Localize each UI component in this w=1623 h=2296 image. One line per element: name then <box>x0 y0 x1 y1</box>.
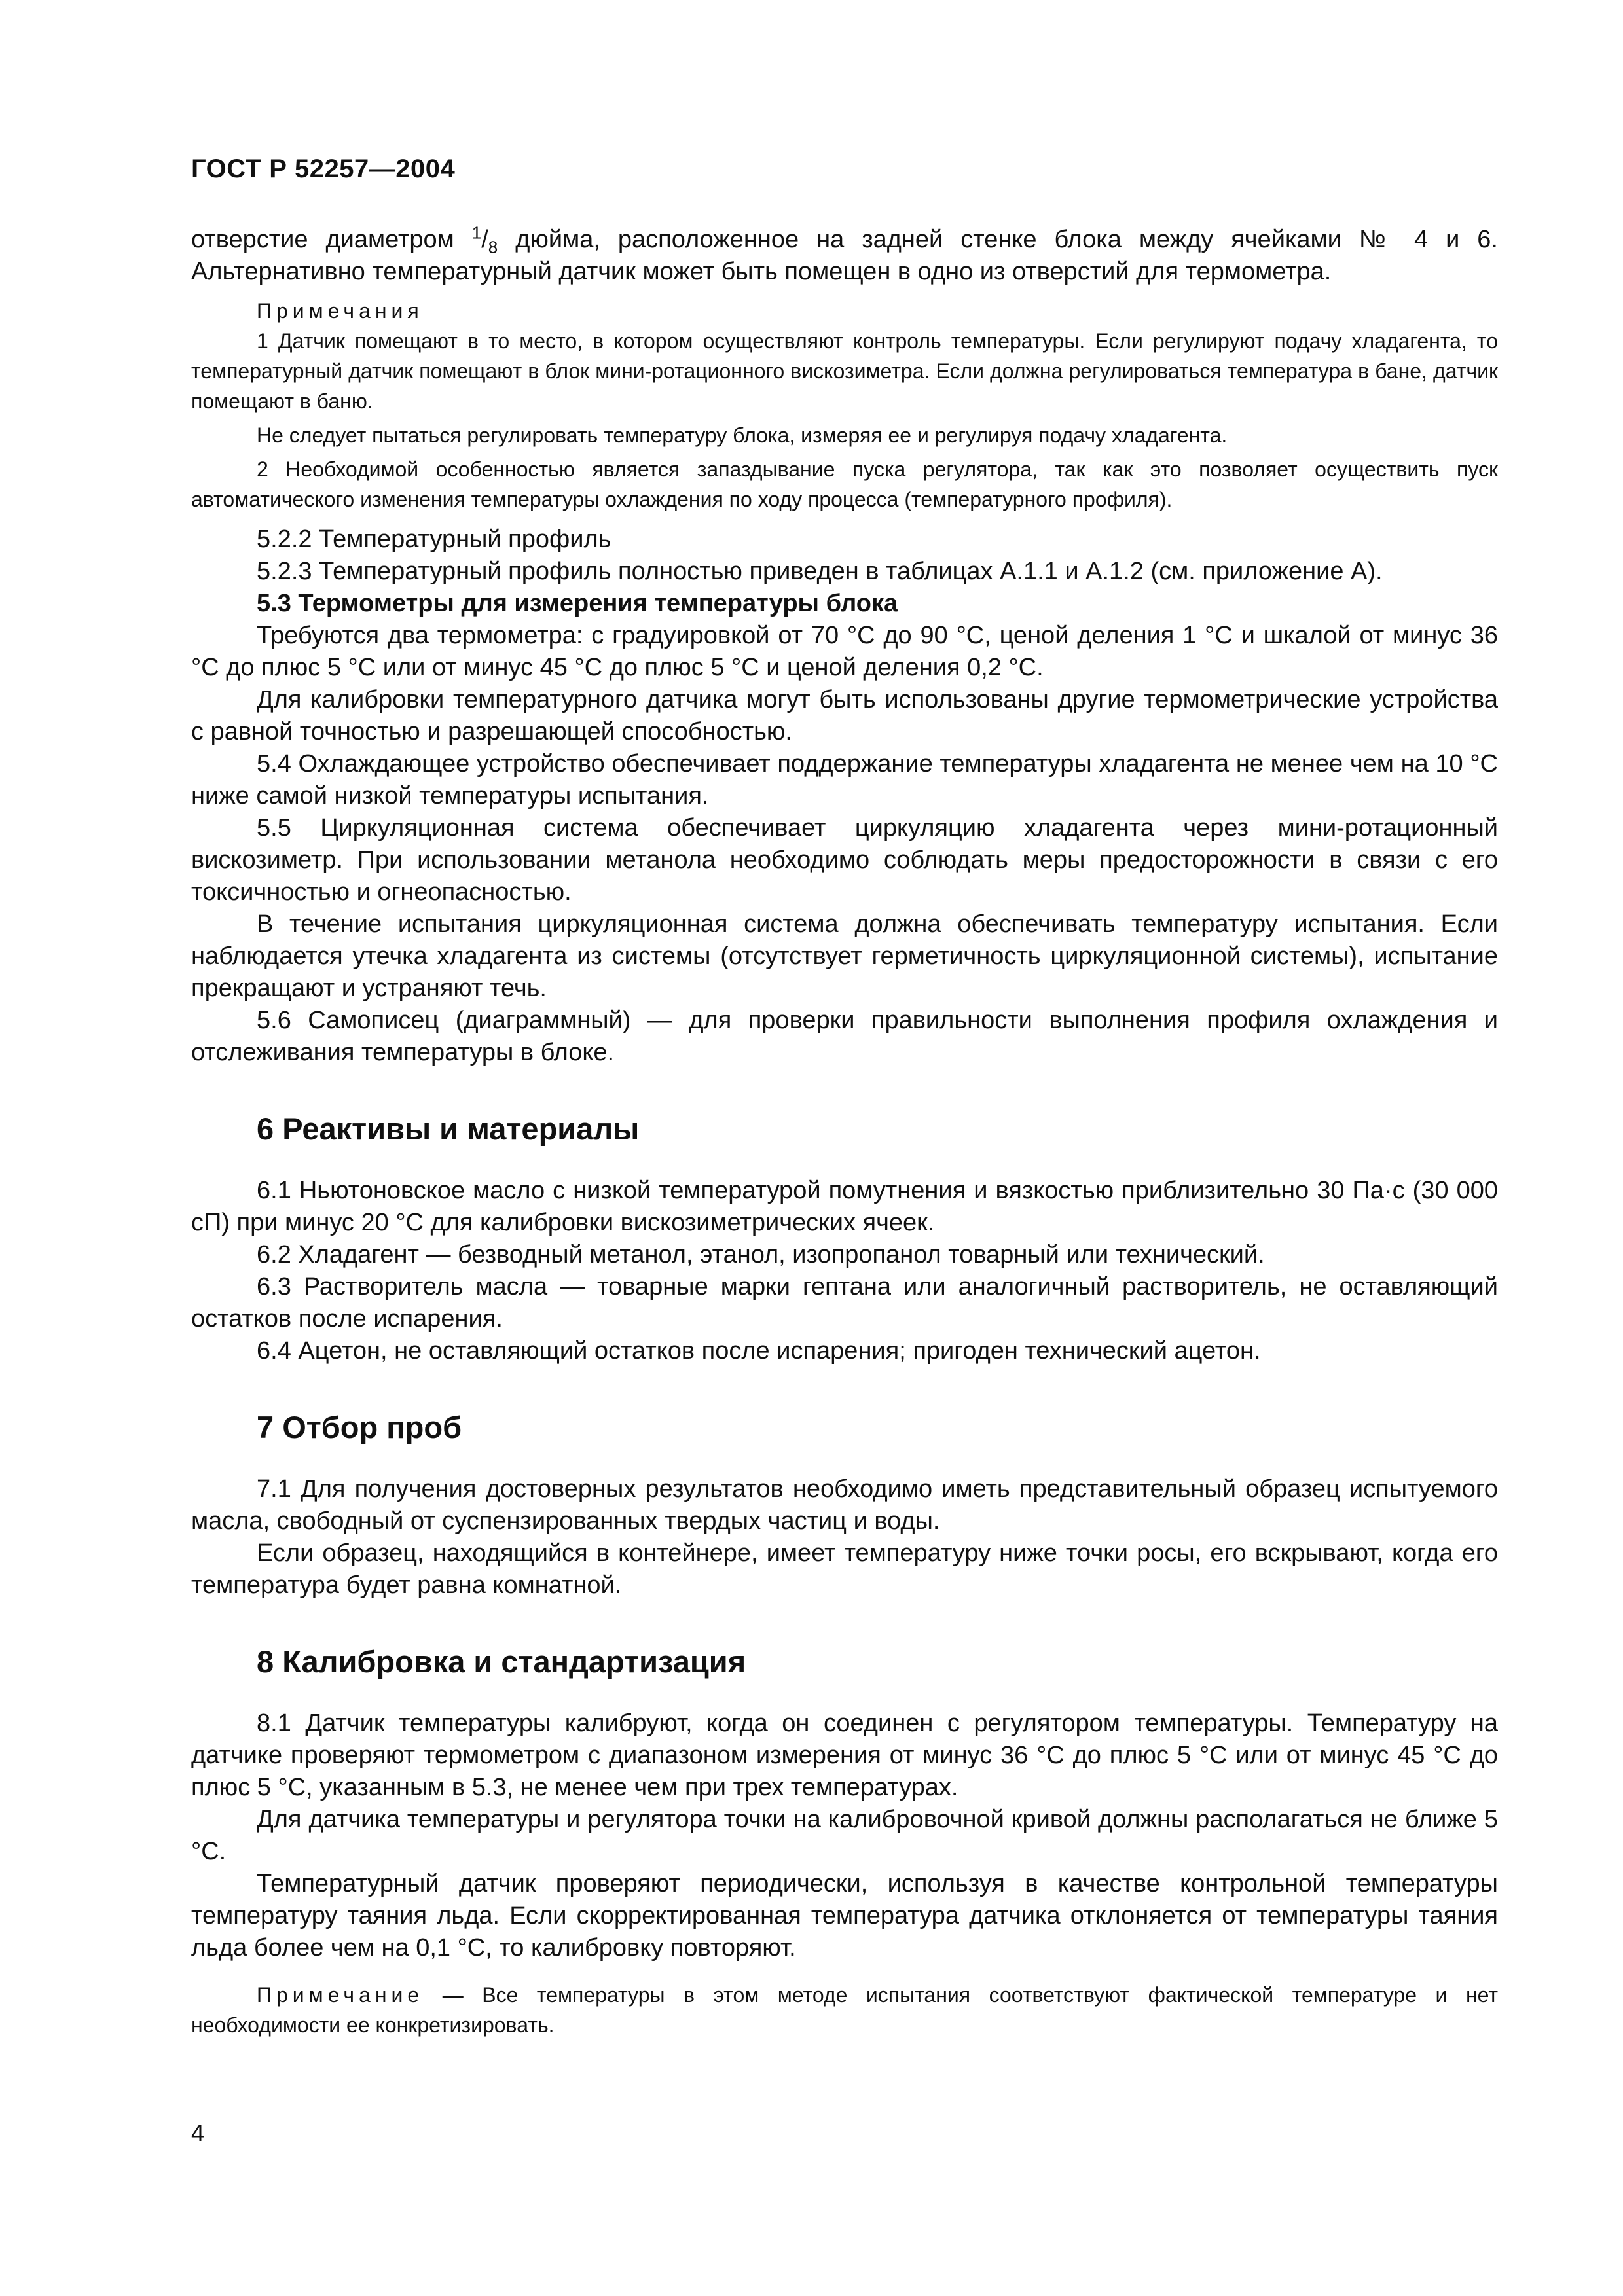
section-heading-7: 7 Отбор проб <box>257 1410 462 1444</box>
document-code: ГОСТ Р 52257—2004 <box>191 154 456 183</box>
section-heading-6: 6 Реактивы и материалы <box>257 1111 640 1146</box>
fraction-numerator: 1 <box>471 223 482 243</box>
fraction-denominator: 8 <box>488 237 498 257</box>
subsection-5-3-title: 5.3 Термометры для измерения температуры блока <box>257 590 898 617</box>
paragraph-7-1-b: Если образец, находящийся в контейнере, имеет температуру ниже точки росы, его вскрывают, когда его температура будет равна комнатной. <box>191 1539 1498 1599</box>
section-heading-8: 8 Калибровка и стандартизация <box>257 1644 746 1679</box>
page-number: 4 <box>191 2119 205 2146</box>
paragraph-8-1-c: Температурный датчик проверяют периодически, используя в качестве контрольной температуры температуру таяния льда. Если скорректированная температура датчика отклоняется от температуры таяния льда более чем на 0,1 °С, то калибровку повторяют. <box>191 1870 1498 1962</box>
final-note <box>191 1980 1498 2040</box>
fraction-separator: / <box>481 226 488 253</box>
text-run: дюйма, расположенное на задней стенке блока между ячейками № 4 и 6. Альтернативно температурный датчик может быть помещен в одно из отверстий для термометра. <box>191 226 1498 285</box>
note-1b: Не следует пытаться регулировать температуру блока, измеряя ее и регулируя подачу хладагента. <box>257 423 1228 447</box>
paragraph-5-3-a: Требуются два термометра: с градуировкой от 70 °С до 90 °С, ценой деления 1 °С и шкалой от минус 36 °С до плюс 5 °С или от минус 45 °С до плюс 5 °С и ценой деления 0,2 °С. <box>191 622 1498 681</box>
notes-title: Примечания <box>257 299 424 323</box>
final-note-text: — Все температуры в этом методе испытания соответствуют фактической температуре и нет необходимости ее конкретизировать. <box>191 1983 1498 2037</box>
paragraph-8-1: 8.1 Датчик температуры калибруют, когда он соединен с регулятором температуры. Температуру на датчике проверяют термометром с диапазоном измерения от минус 36 °С до плюс 5 °С или от минус 45 °С до плюс 5 °С, указанным в 5.3, не менее чем при трех температурах. <box>191 1710 1498 1801</box>
paragraph-7-1: 7.1 Для получения достоверных результатов необходимо иметь представительный образец испытуемого масла, свободный от суспензированных твердых частиц и воды. <box>191 1475 1498 1535</box>
paragraph-5-6: 5.6 Самописец (диаграммный) — для проверки правильности выполнения профиля охлаждения и отслеживания температуры в блоке. <box>191 1007 1498 1066</box>
text-run: отверстие диаметром <box>191 226 472 253</box>
paragraph-5-2-3: 5.2.3 Температурный профиль полностью приведен в таблицах А.1.1 и А.1.2 (см. приложение А). <box>257 558 1383 585</box>
final-note-label: Примечание <box>257 1983 424 2007</box>
paragraph-5-5-b: В течение испытания циркуляционная система должна обеспечивать температуру испытания. Если наблюдается утечка хладагента из системы (отсутствует герметичность циркуляционной системы), испытание прекращают и устраняют течь. <box>191 910 1498 1002</box>
paragraph-5-2-2: 5.2.2 Температурный профиль <box>257 526 611 553</box>
paragraph-8-1-b: Для датчика температуры и регулятора точки на калибровочной кривой должны располагаться не ближе 5 °С. <box>191 1806 1498 1865</box>
paragraph-6-1: 6.1 Ньютоновское масло с низкой температурой помутнения и вязкостью приблизительно 30 Па·с (30 000 сП) при минус 20 °С для калибровки вискозиметрических ячеек. <box>191 1177 1498 1236</box>
notes-block <box>191 296 1498 514</box>
note-1: 1 Датчик помещают в то место, в котором осуществляют контроль температуры. Если регулируют подачу хладагента, то температурный датчик помещают в блок мини-ротационного вискозиметра. Если должна регулироваться температура в бане, датчик помещают в баню. <box>191 329 1498 413</box>
paragraph-5-5: 5.5 Циркуляционная система обеспечивает циркуляцию хладагента через мини-ротационный вискозиметр. При использовании метанола необходимо соблюдать меры предосторожности в связи с его токсичностью и огнеопасностью. <box>191 814 1498 906</box>
note-2: 2 Необходимой особенностью является запаздывание пуска регулятора, так как это позволяет осуществить пуск автоматического изменения температуры охлаждения по ходу процесса (температурного профиля). <box>191 457 1498 511</box>
document-body <box>191 224 1498 2040</box>
paragraph-6-4: 6.4 Ацетон, не оставляющий остатков после испарения; пригоден технический ацетон. <box>257 1337 1261 1365</box>
paragraph-6-2: 6.2 Хладагент — безводный метанол, этанол, изопропанол товарный или технический. <box>257 1241 1265 1268</box>
paragraph-5-3-b: Для калибровки температурного датчика могут быть использованы другие термометрические устройства с равной точностью и разрешающей способностью. <box>191 686 1498 745</box>
paragraph-5-4: 5.4 Охлаждающее устройство обеспечивает поддержание температуры хладагента не менее чем на 10 °С ниже самой низкой температуры испытания. <box>191 750 1498 810</box>
paragraph-continuation <box>191 224 1498 288</box>
paragraph-6-3: 6.3 Растворитель масла — товарные марки гептана или аналогичный растворитель, не оставляющий остатков после испарения. <box>191 1273 1498 1333</box>
